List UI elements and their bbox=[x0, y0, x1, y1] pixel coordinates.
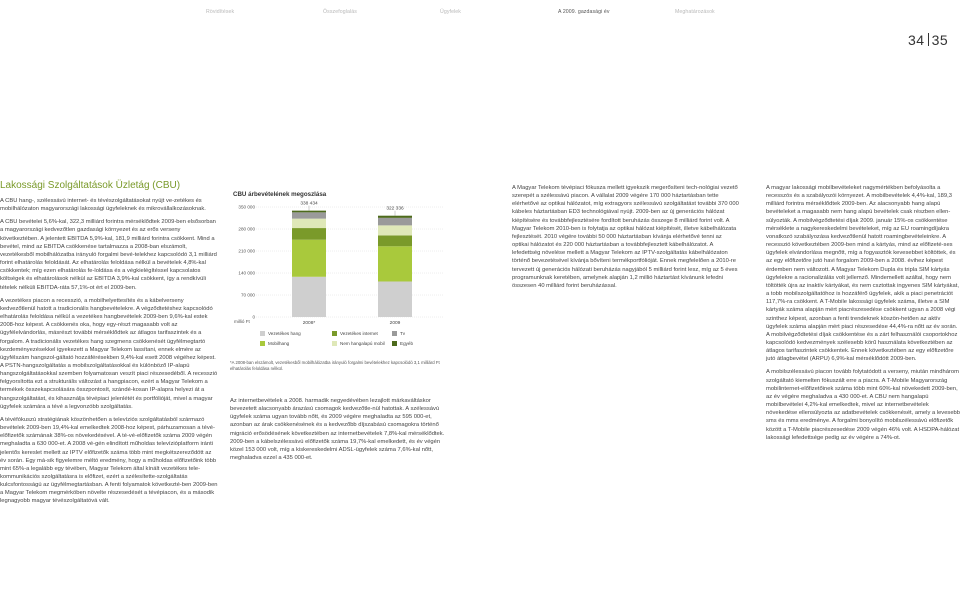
bar-segment bbox=[378, 218, 412, 226]
y-tick-label: 280 000 bbox=[238, 226, 255, 232]
paragraph: A CBU bevételei 5,6%-kal, 322,3 milliárd forintra mérséklődtek 2009-ben elsősorban a magyarországi kedvezőtlen gazdasági környezet és az erős verseny következtében. A jelentett EBITDA 5,9%-kal, 181,9 milliárd forintra csökkent. Mind a bevétel, mind az EBITDA csökkenése tartalmazza a 2008-ban elszámolt, vezetékesből mobilhálózatba irányuló forgalmi bevé-telekhez kapcsolódó 3,1 milliárd forint elhatárolás feloldását. Az elhatárolás feloldása nélkül a bevételek 4,8%-kal csökkentek; míg ezen elhatárolás fe-loldása és a végkielégítéssel kapcsolatos költségek és elhatárolások nélkül az EBITDA 3,9%-kal csökkent, így a rendkívüli tételek nélküli EBITDA-ráta 57,1%-ot ért el 2009-ben. bbox=[0, 219, 217, 291]
page-number-divider bbox=[928, 33, 929, 46]
y-tick-label: 70 000 bbox=[240, 292, 255, 298]
nav-item-2009-business-year[interactable]: A 2009. gazdasági év bbox=[558, 9, 610, 15]
section-title: Lakossági Szolgáltatások Üzletág (CBU) bbox=[0, 180, 181, 191]
paragraph: A magyar lakossági mobilbevételeket nagymértékben befolyásolta a recesszós és a szabályozói környezet. A mobilbevételek 4,4%-kal, 189,3 milliárd forintra mérséklődtek 2009-ben. Az alacsonyabb hang alapú bevételeket a magasabb nem hang alapú bevételek csak részben ellen-súlyozták. A mobilvégződtetési díjak 2009. január 15%-os csökkentése mérséklete a nagykereskedelmi bevételeket, míg az EU roamingdíjakra vonatkozó szabályozása kedvezőtlenül hatott roamingbevételeinkre. A recesszió következtében 2009-ben mind a kártyás, mind az előfizeté-ses ügyfelek elvándorlása megnőtt, míg a fogyasztók kevesebbet költöttek, és az egy előfizetőre jutó havi forgalom 2009-ben a 2008. évihez képest érdemben nem változott. A Magyar Telekom Dupla és tripla SIM kártyás ügyfelekre a racionalizálás volt jellemző. Mindemellett azáltal, hogy nem töltötték újra az inaktív kártyákat, és nem csztottak ingyenes SIM kártyákat, a tobb mobilszolgáltatóhoz is hozzáférő ügyfelek, akik a piaci penetrációt 117,7%-ra csökkent. A T-Mobile lakossági ügyfelek száma, illetve a SIM kártyák száma alapján mért piacrészesedése csökkent ugyan a 2008 végi szinthez képest, azonban a fenti trendeknek köszön-hetően az aktív ügyfelek száma alapján mért piaci részesedése 44,4%-ra nőtt az év során. A mobilvégződtetési díjak csökkentése és a zárt felhasználói csoportokhoz kapcsolódó kedvezmények szélesebb körű használata következtében az átlagos tarifaszintek csökkentek. Ennek következtében az egy előfizetőre jutó átlagbevétel (ARPU) 6,9%-kal mérséklődött 2009-ben. bbox=[766, 185, 959, 363]
legend-swatch bbox=[392, 331, 397, 336]
legend-label: Tv bbox=[400, 331, 406, 336]
bar-segment bbox=[378, 281, 412, 317]
paragraph: A tévéfókuszú stratégiának köszönhetően a televíziós szolgáltatásból származó bevételek 2009-ben 19,4%-kal emelkedtek 2008-hoz képest, párhuzamosan a tévé-előfizetők számának 38%-os növekedésével. A té-vé-előfizetők száma 2009 végén meghaladta a 630 000-et. A 2008 vé-gén elindított műholdas televízióplatform iránti jelentős kereslet mellett az IPTV előfizetők száma több mint megkétszereződött az év során. Egy má-sik figyelemre méltó eredmény, hogy a műholdas előfizetőink több mint 65%-a legalább egy tévében, Magyar Telekom által kínált vezetékes tele-kommunikációs szolgáltatásra is előfizet, ezért a szélesítette-szolgáltatás kulcsfontosságú az ügyfélmegtartásban. A fenti folyamatok következté-ben 2009-ben a Magyar Telekom megmérköben növelte részesedését a tévépiacon, és a második legnagyobb magyar tévészolgáltatóvá vált. bbox=[0, 416, 218, 505]
legend-swatch bbox=[260, 341, 265, 346]
revenue-stacked-bar-chart bbox=[228, 199, 458, 331]
bar-segment bbox=[378, 235, 412, 246]
page-number-left: 34 bbox=[908, 32, 925, 48]
legend-label: Egyéb bbox=[400, 341, 414, 346]
paragraph: A vezetékes piacon a recesszió, a mobilhelyettesítés és a kábelverseny kedvezőtlenül hatott a tradicionális hangbevételekre. A végződtetéshez kapcsolódó elhatárolás feloldása nélkül a vezetékes hangbevételek 2009-ben 9,6%-kal estek 2008-hoz képest. A csökkenés oka, hogy egy-részt magasabb volt az ügyfélelvándorlás, másrészt további mérséklődtek az átlagos tarifaszintek és a forgalom. A tradicionális vezetékes hang szegmens csökkenését ügyfélmegtartó kezdeményezésekkel igyekezett a Magyar Telekom lassítani, ennek elmére az ügyfélszám hangszol-gáltató hozzáférésekben 9,4%-kal esett 2008 végéhez képest. A PSTN-hangszolgáltatás a mobilszolgáltatásokkal és különböző IP-alapú hangszolgáltatásokkal szemben folyamatosan veszít piaci részesedéből. A recesszió felgyorsította ezt a strukturális változást a hangpiacon, ezért a Magyar Telekom a termékek összekapcsolására összpontosít, szándé-kosan IP-alapra helyezi át a hangszolgáltatást, és kihasználja tévépiaci jelenlétét és portfólióját, mivel a magyar ügyfelek számára a tévé a legvonzóbb szolgáltatás. bbox=[0, 297, 218, 410]
bar-segment bbox=[292, 219, 326, 228]
text-column-1 bbox=[0, 197, 218, 511]
x-tick-label: 2008* bbox=[302, 321, 316, 326]
nav-item-abbreviations[interactable]: Rövidítések bbox=[206, 9, 235, 15]
legend-item bbox=[392, 341, 413, 346]
legend-label: Mobilhang bbox=[268, 341, 290, 346]
bar-segment bbox=[378, 246, 412, 281]
bar-segment bbox=[292, 212, 326, 218]
legend-item bbox=[260, 331, 301, 336]
text-column-3 bbox=[512, 184, 740, 295]
legend-item bbox=[260, 341, 289, 346]
legend-swatch bbox=[392, 341, 397, 346]
bar-segment bbox=[292, 228, 326, 240]
y-tick-label: 0 bbox=[252, 314, 255, 320]
nav-item-customers[interactable]: Ügyfelek bbox=[440, 9, 461, 15]
y-tick-label: 140 000 bbox=[238, 270, 255, 276]
page-number bbox=[908, 32, 960, 48]
legend-label: Nem hangalapú mobil bbox=[340, 341, 385, 346]
bar-segment bbox=[292, 211, 326, 213]
legend-item bbox=[392, 331, 405, 336]
legend-item bbox=[332, 341, 385, 346]
y-tick-label: 210 000 bbox=[238, 248, 255, 254]
y-tick-label: 350 000 bbox=[238, 204, 255, 210]
bar-segment bbox=[292, 277, 326, 317]
y-axis-unit-label: millió Ft bbox=[234, 319, 250, 324]
paragraph: Az internetbevételek a 2008. harmadik negyedévében lezajlott márkaváltáskor bevezetett alacsonyabb árazású csomagok kedvezőtle-nül hatottak. A szélessávú ügyfelek száma ugyan tovább nőtt, és 2009 végére meghaladta az 595 000-et, azonban az árak csökkenésének és a kedvezőbb díjszabású csomagokra történő migráció erősödésének következtében az internetbevételek 7,8%-kal mérséklődtek. 2009-ben a kábelszélessávú előfizetők száma 19,7%-kal emelkedett, és év végén közel 153 000 volt, míg a kiskereskedelmi ADSL-ügyfelek száma 7,6%-kal nőtt, meghaladva ezzel a 435 000-et. bbox=[230, 398, 445, 462]
bar-total-label: 322 336 bbox=[386, 206, 404, 212]
text-column-2 bbox=[230, 397, 448, 462]
legend-swatch bbox=[332, 341, 337, 346]
legend-swatch bbox=[332, 331, 337, 336]
x-tick-label: 2009 bbox=[389, 321, 401, 326]
chart-title: CBU árbevételének megoszlása bbox=[233, 191, 327, 198]
top-navigation bbox=[0, 9, 960, 17]
paragraph: A mobilszélessávú piacon tovább folytatódott a verseny, miután mindhárom szolgáltató kiemelten fókuszált erre a piacra. A T-Mobile Magyarország mobilinternet-előfizetőinek száma több mint 60%-kal növekedett 2009-ben, az év végére meghaladva a 430 000-et. A CBU nem hangalapú mobilbevételei 4,2%-kal emelkedtek, mivel az internetbevételek növekedése ellensúlyozta az adatbevételek csökkenését, amely a levesebb sms és mms eredménye. A forgalmi bonyolító mobilszélessávú előfizetők között a T-Mobile piacrészesedése 2009 végén 46% volt. A HSDPA-hálózat lakossági lefedettsége pedig az év végére a 74%-ot. bbox=[766, 369, 960, 441]
page-number-right: 35 bbox=[931, 32, 949, 48]
legend-item bbox=[332, 331, 378, 336]
legend-label: Vezetékes internet bbox=[340, 331, 378, 336]
bar-segment bbox=[378, 216, 412, 218]
legend-label: Vezetékes hang bbox=[268, 331, 301, 336]
chart-footnote: *A 2008-ban elszámolt, vezetékesből mobilhálózatba irányuló forgalmi bevételekhez kapcsolódó 3,1 milliárd Ft elhatárolás feloldása nélkül. bbox=[230, 360, 440, 371]
nav-item-definitions[interactable]: Meghatározások bbox=[675, 9, 715, 15]
legend-swatch bbox=[260, 331, 265, 336]
paragraph: A CBU hang-, szélessávú internet- és tévészolgáltatásokat nyújt ve-zetékes és mobilhálózaton magyarországi lakossági ügyfeleknek és mikrovállalkozásoknak. bbox=[0, 198, 206, 213]
bar-segment bbox=[378, 225, 412, 235]
bar-segment bbox=[292, 240, 326, 277]
text-column-4 bbox=[766, 184, 960, 447]
paragraph: A Magyar Telekom tévépiaci fókusza mellett igyekszik megerősíteni tech-nológiai vezető szerepét a szélessávú piacon. A vállalat 2009 végére 170 000 háztartásban tette elérhetővé az optikai hálózatot, míg extragyors szélessávú szolgáltatást további 370 000 kábeles háztartásban ED3 technológiával nyújt. 2009-ben az új generációs hálózat kiépítésére és továbbfejlesztésére fordított beruházás összege 8 milliárd forint volt. A Magyar Telekom 2010-ben is folytatja az optikai hálózat kiépítését, illetve kábelhálózata fejlesztését. 2010 végére további 50 000 háztartásban kívánja elérhetővé tenni az optikai hálózatot és 220 000 háztartásban a továbbfejlesztett kábelhálózatot. A lefedettség növelése mellett a Magyar Telekom az IPTV-szolgáltatás kábelhálózaton történő bevezetésével kívánja bővíteni termékportfólióját. Ennek megfelelően a 2010-re tervezett új generációs hálózati beruházás nagyjából 5 milliárd forint lesz, míg az 5 éves programunknak keretében, amelynek alapján 1,2 millió háztartást kívánunk lefedni összesen 40 milliárd forint beruházással. bbox=[512, 185, 739, 289]
nav-item-summary[interactable]: Összefoglalás bbox=[323, 9, 357, 15]
bar-total-label: 338 434 bbox=[300, 201, 318, 207]
